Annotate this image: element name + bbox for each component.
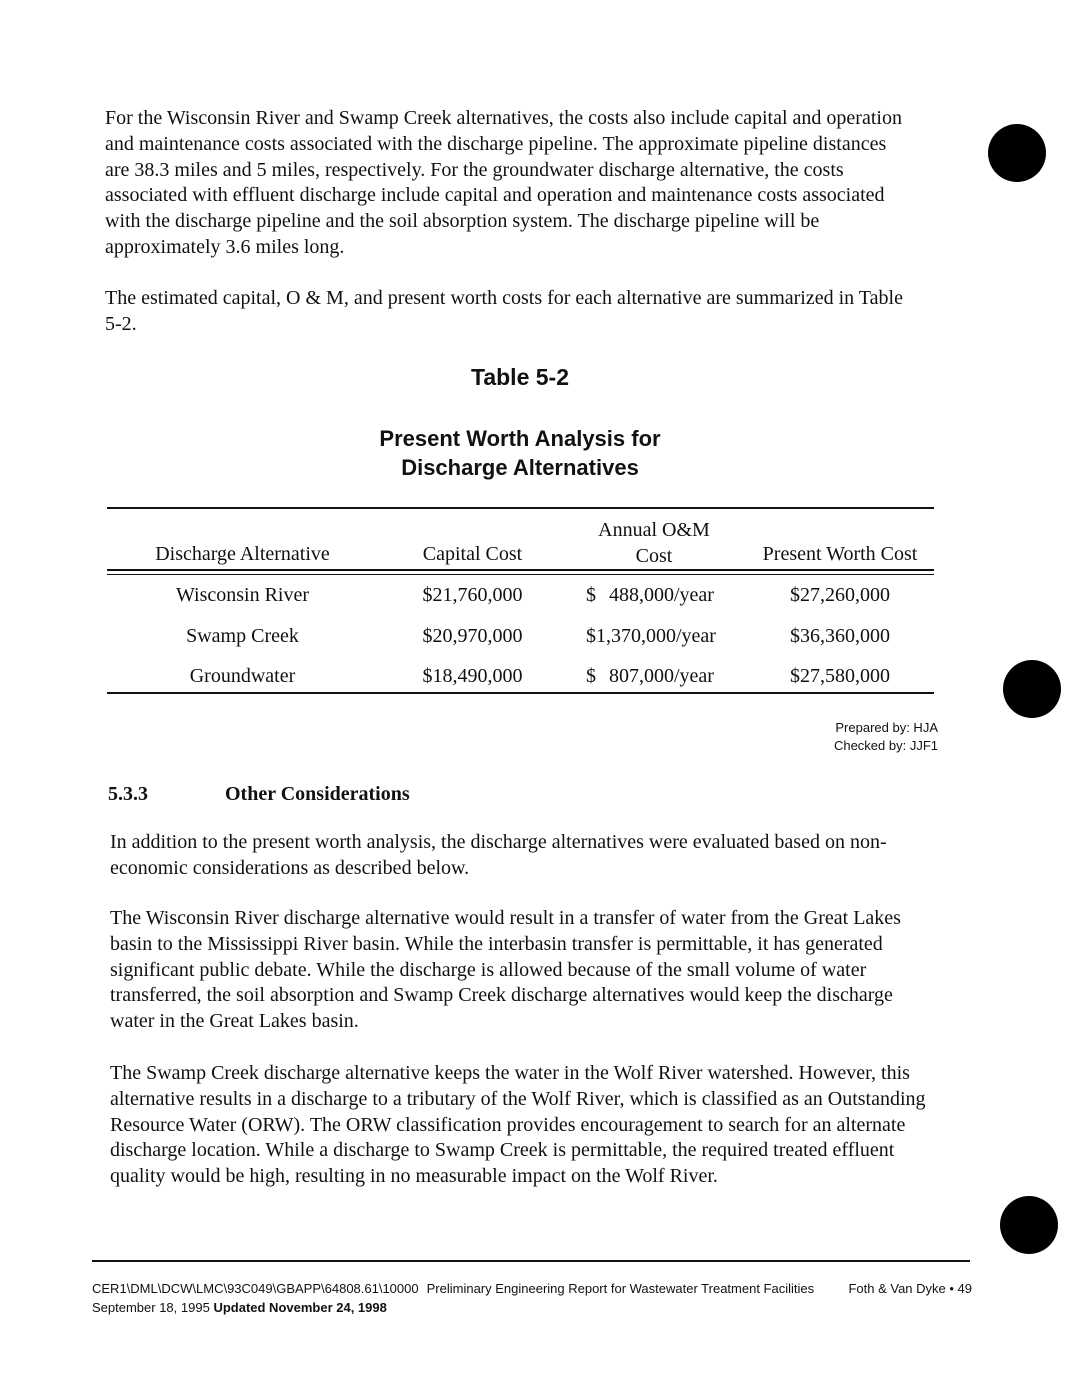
table-subtitle (0, 424, 1040, 482)
row1-present-worth: $27,260,000 (790, 584, 890, 606)
table-title: Table 5-2 (471, 364, 569, 390)
paragraph-wisconsin-river: The Wisconsin River discharge alternative would result in a transfer of water from the Great Lakes basin to the Mississippi River basin. While the interbasin transfer is permittable, it has generated significant public debate. While the discharge is allowed because of the small volume of water transferred, the soil absorption and Swamp Creek discharge alternatives would keep the discharge water in the Great Lakes basin. (110, 907, 901, 1033)
paragraph-swamp-creek: The Swamp Creek discharge alternative keeps the water in the Wolf River watershed. However, this alternative results in a discharge to a tributary of the Wolf River, which is classified as an Outstanding Resource Water (ORW). The ORW classification provides encouragement to search for an alternate discharge location. While a discharge to Swamp Creek is permittable, the required treated effluent quality would be high, resulting in no measurable impact on the Wolf River. (110, 1062, 926, 1188)
footer-company-page: Foth & Van Dyke • 49 (848, 1281, 972, 1296)
table-header-rule-2 (107, 574, 934, 575)
row3-alternative: Groundwater (189, 665, 296, 687)
table-bottom-rule (107, 692, 934, 694)
header-present-worth-cost: Present Worth Cost (762, 543, 918, 565)
header-annual-om-cost (574, 517, 734, 569)
footer-line-1 (92, 1281, 972, 1296)
paragraph-table-intro: The estimated capital, O & M, and present worth costs for each alternative are summarized in Table 5-2. (105, 287, 903, 335)
row1-annual-om (574, 584, 734, 607)
row3-om-amount: 807,000/year (609, 665, 714, 687)
row2-capital-cost: $20,970,000 (422, 625, 523, 647)
checked-by: Checked by: JJF1 (833, 738, 938, 753)
header-annual-om-line2: Cost (635, 545, 673, 567)
binder-hole-middle (1003, 660, 1061, 718)
header-annual-om-line1: Annual O&M (598, 519, 710, 541)
binder-hole-bottom (1000, 1196, 1058, 1254)
row3-present-worth: $27,580,000 (790, 665, 890, 687)
row1-alternative: Wisconsin River (175, 584, 310, 606)
table-subtitle-line1: Present Worth Analysis for (379, 426, 661, 451)
row2-om-amount: $1,370,000/year (586, 625, 716, 647)
row2-alternative: Swamp Creek (186, 625, 299, 647)
row2-present-worth: $36,360,000 (790, 625, 890, 647)
paragraph-other-considerations-intro: In addition to the present worth analysis, the discharge alternatives were evaluated based on non-economic considerations as described below. (110, 831, 887, 879)
section-title: Other Considerations (225, 783, 410, 805)
footer-date: September 18, 1995 (92, 1300, 210, 1315)
row3-annual-om (574, 665, 734, 688)
table-header-rule-1 (107, 569, 934, 571)
paragraph-pipeline-costs: For the Wisconsin River and Swamp Creek alternatives, the costs also include capital and operation and maintenance costs associated with the discharge pipeline. The approximate pipeline distances are 38.3 miles and 5 miles, respectively. For the groundwater discharge alternative, the costs associated with effluent discharge include capital and operation and maintenance costs associated with the discharge pipeline and the soil absorption system. The discharge pipeline will be approximately 3.6 miles long. (105, 107, 902, 258)
footer-report-title: Preliminary Engineering Report for Wastewater Treatment Facilities (426, 1281, 815, 1296)
prepared-by: Prepared by: HJA (835, 720, 938, 735)
row3-om-dollar: $ (586, 665, 596, 687)
footer-rule (92, 1260, 970, 1262)
row1-om-dollar: $ (586, 584, 596, 606)
footer-updated: Updated November 24, 1998 (213, 1300, 387, 1315)
header-capital-cost: Capital Cost (422, 543, 523, 565)
header-discharge-alternative: Discharge Alternative (155, 543, 330, 565)
row2-annual-om (574, 625, 734, 648)
table-top-rule (107, 507, 934, 509)
footer-line-2 (92, 1300, 972, 1315)
row1-capital-cost: $21,760,000 (422, 584, 523, 606)
section-number: 5.3.3 (108, 783, 148, 805)
row1-om-amount: 488,000/year (609, 584, 714, 606)
table-subtitle-line2: Discharge Alternatives (401, 455, 639, 480)
row3-capital-cost: $18,490,000 (422, 665, 523, 687)
footer-file-path: CER1\DML\DCW\LMC\93C049\GBAPP\64808.61\10000 (92, 1281, 419, 1296)
binder-hole-top (988, 124, 1046, 182)
